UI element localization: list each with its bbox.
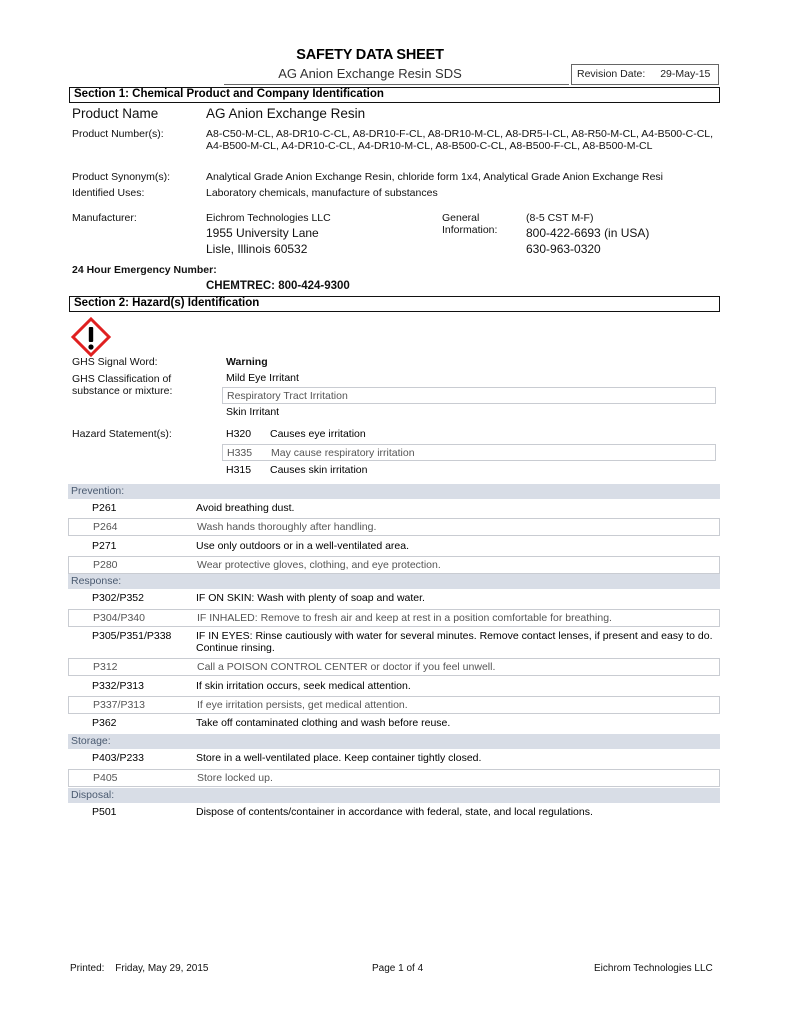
disposal-band: Disposal: xyxy=(68,788,720,803)
precaution-text: If eye irritation persists, get medical attention. xyxy=(197,699,408,711)
general-info-label-2: Information: xyxy=(442,224,498,236)
general-info-hours: (8-5 CST M-F) xyxy=(526,212,594,224)
identified-uses: Laboratory chemicals, manufacture of substances xyxy=(206,187,438,199)
precaution-code: P337/P313 xyxy=(93,699,145,711)
precaution-code: P271 xyxy=(92,540,117,552)
precaution-code: P264 xyxy=(93,521,118,533)
hazard-code: H335 xyxy=(227,447,253,459)
precaution-row xyxy=(68,677,720,696)
emergency-label: 24 Hour Emergency Number: xyxy=(72,264,217,276)
precaution-code: P332/P313 xyxy=(92,680,144,692)
document-title: SAFETY DATA SHEET xyxy=(296,47,444,63)
precaution-text: Store in a well-ventilated place. Keep container tightly closed. xyxy=(196,752,482,764)
hazard-statements-label: Hazard Statement(s): xyxy=(72,428,172,440)
response-band: Response: xyxy=(68,574,720,589)
classification-item: Mild Eye Irritant xyxy=(226,372,299,384)
precaution-text: Wash hands thoroughly after handling. xyxy=(197,521,377,533)
manufacturer-street: 1955 University Lane xyxy=(206,226,319,240)
hazard-code: H320 xyxy=(226,428,252,440)
synonyms-label: Product Synonym(s): xyxy=(72,171,171,183)
manufacturer-name: Eichrom Technologies LLC xyxy=(206,212,331,224)
product-numbers: A8-C50-M-CL, A8-DR10-C-CL, A8-DR10-F-CL, A8-DR10-M-CL, A8-DR5-I-CL, A8-R50-M-CL, A4-B500-C-CL, A4-B500-M-CL, A4-DR10-C-CL, A4-DR10-M-CL, A8-B500-C-CL, A8-B500-F-CL, A8-B500-M-CL xyxy=(206,128,714,152)
classification-item: Skin Irritant xyxy=(226,406,280,418)
precaution-row xyxy=(68,714,720,733)
precaution-code: P304/P340 xyxy=(93,612,145,624)
revision-box xyxy=(571,64,719,85)
hazard-statement-row xyxy=(222,462,716,479)
precaution-text: Dispose of contents/container in accordance with federal, state, and local regulations. xyxy=(196,806,593,818)
precaution-code: P261 xyxy=(92,502,117,514)
general-info-label-1: General xyxy=(442,212,480,224)
prevention-band: Prevention: xyxy=(68,484,720,499)
precaution-row xyxy=(68,627,720,658)
precaution-row xyxy=(68,499,720,518)
section-1-heading: Section 1: Chemical Product and Company Identification xyxy=(69,87,720,103)
title-divider xyxy=(224,84,569,85)
classification-label-1: GHS Classification of xyxy=(72,373,172,385)
precaution-row xyxy=(68,769,720,787)
precaution-text: Use only outdoors or in a well-ventilated area. xyxy=(196,540,410,552)
hazard-statement-row xyxy=(222,426,716,443)
emergency-number: CHEMTREC: 800-424-9300 xyxy=(206,280,350,292)
product-numbers-label: Product Number(s): xyxy=(72,128,164,140)
product-name-label: Product Name xyxy=(72,106,159,121)
footer-printed xyxy=(70,963,208,974)
precaution-code: P305/P351/P338 xyxy=(92,630,172,642)
precaution-row xyxy=(68,658,720,676)
precaution-row xyxy=(68,749,720,769)
signal-word: Warning xyxy=(226,356,268,368)
precaution-row xyxy=(68,696,720,714)
classification-item: Respiratory Tract Irritation xyxy=(222,387,716,404)
signal-word-label: GHS Signal Word: xyxy=(72,356,158,368)
precaution-text: Avoid breathing dust. xyxy=(196,502,295,514)
exclamation-diamond-icon xyxy=(70,316,112,358)
precaution-row xyxy=(68,537,720,556)
identified-uses-label: Identified Uses: xyxy=(72,187,145,199)
hazard-text: Causes eye irritation xyxy=(270,428,366,440)
precaution-code: P501 xyxy=(92,806,117,818)
document-subtitle: AG Anion Exchange Resin SDS xyxy=(278,66,462,81)
precaution-text: Store locked up. xyxy=(197,772,273,784)
precaution-text: Take off contaminated clothing and wash before reuse. xyxy=(196,717,451,729)
section-2-heading: Section 2: Hazard(s) Identification xyxy=(69,296,720,312)
precaution-code: P302/P352 xyxy=(92,592,144,604)
product-name: AG Anion Exchange Resin xyxy=(206,106,366,121)
precaution-row xyxy=(68,556,720,574)
hazard-code: H315 xyxy=(226,464,252,476)
precaution-row xyxy=(68,803,720,823)
precaution-row xyxy=(68,518,720,536)
printed-date: Friday, May 29, 2015 xyxy=(115,963,209,974)
hazard-text: Causes skin irritation xyxy=(270,464,368,476)
hazard-statement-row xyxy=(222,444,716,461)
page-number: Page 1 of 4 xyxy=(372,963,424,974)
general-info-phone-2: 630-963-0320 xyxy=(526,242,601,256)
manufacturer-label: Manufacturer: xyxy=(72,212,137,224)
precaution-row xyxy=(68,589,720,609)
precaution-code: P405 xyxy=(93,772,118,784)
printed-label: Printed: xyxy=(70,963,105,974)
precaution-text: IF ON SKIN: Wash with plenty of soap and water. xyxy=(196,592,425,604)
product-synonyms: Analytical Grade Anion Exchange Resin, chloride form 1x4, Analytical Grade Anion Exchange Resi xyxy=(206,171,664,183)
precaution-code: P362 xyxy=(92,717,117,729)
precaution-code: P312 xyxy=(93,661,118,673)
precaution-text: IF INHALED: Remove to fresh air and keep at rest in a position comfortable for breathing. xyxy=(197,612,612,624)
precaution-code: P403/P233 xyxy=(92,752,144,764)
precaution-row xyxy=(68,609,720,627)
precaution-text: Call a POISON CONTROL CENTER or doctor if you feel unwell. xyxy=(197,661,496,673)
footer-company: Eichrom Technologies LLC xyxy=(594,963,713,974)
hazard-text: May cause respiratory irritation xyxy=(271,447,415,459)
manufacturer-city: Lisle, Illinois 60532 xyxy=(206,242,308,256)
classification-label-2: substance or mixture: xyxy=(72,385,173,397)
precaution-text: IF IN EYES: Rinse cautiously with water for several minutes. Remove contact lenses, if present and easy to do. Continue rinsing. xyxy=(196,630,713,654)
precaution-text: Wear protective gloves, clothing, and eye protection. xyxy=(197,559,441,571)
precaution-text: If skin irritation occurs, seek medical attention. xyxy=(196,680,411,692)
revision-date: 29-May-15 xyxy=(660,68,711,80)
general-info-phone-1: 800-422-6693 (in USA) xyxy=(526,226,650,240)
precaution-code: P280 xyxy=(93,559,118,571)
storage-band: Storage: xyxy=(68,734,720,749)
revision-label: Revision Date: xyxy=(577,68,646,80)
